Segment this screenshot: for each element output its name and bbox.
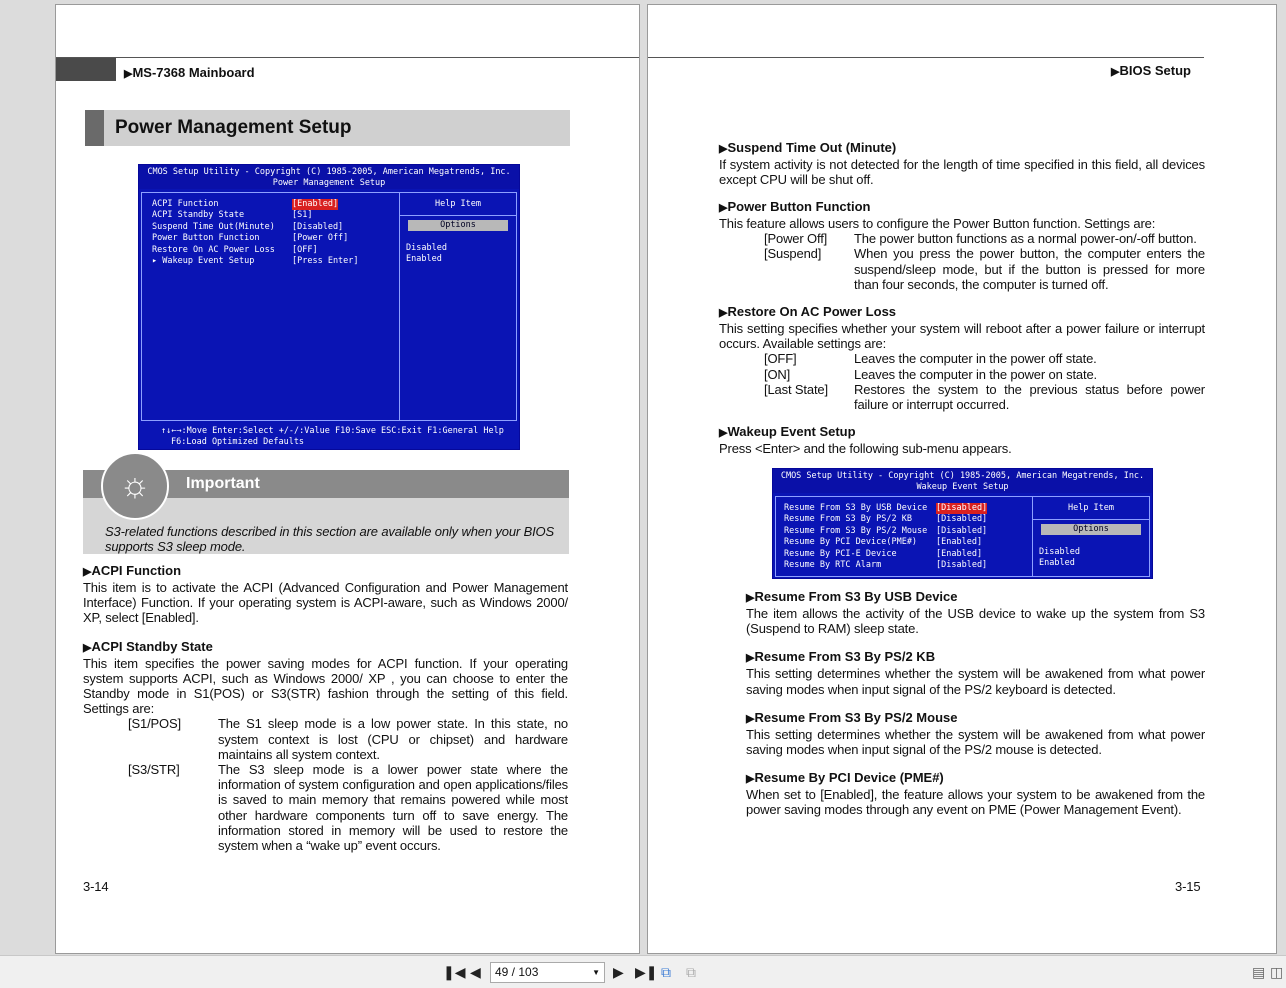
bios-opt: Enabled [1039, 558, 1075, 568]
page-field-value: 49 / 103 [495, 965, 539, 979]
bios-value: [Press Enter] [292, 256, 359, 267]
option-desc: The power button functions as a normal power-on/-off button. [854, 231, 1197, 247]
heading-restore: ▶ Restore On AC Power Loss [719, 304, 1205, 321]
heading-wakeup: ▶ Wakeup Event Setup [719, 424, 1205, 441]
bios-label: Resume By PCI-E Device [784, 548, 897, 559]
heading-power-button: ▶ Power Button Function [719, 199, 1205, 216]
page-number: 3-14 [83, 879, 109, 894]
page-number: 3-15 [1175, 879, 1201, 894]
bios-opt: Disabled [406, 243, 447, 253]
paragraph: When set to [Enabled], the feature allows your system to be awakened from the power saving modes through any event on PME (Power Management Event). [746, 787, 1205, 818]
heading-kb: ▶ Resume From S3 By PS/2 KB [746, 649, 1205, 666]
important-box [83, 466, 569, 555]
paragraph: Press <Enter> and the following sub-menu appears. [719, 441, 1012, 456]
bios-footer: F6:Load Optimized Defaults [171, 437, 305, 447]
last-page-icon[interactable]: ▶❚ [635, 964, 658, 980]
header-rule [56, 57, 639, 58]
left-page [55, 4, 640, 954]
viewer-toolbar [0, 955, 1286, 988]
bios-options: Options [1041, 524, 1141, 535]
bios-value: [Disabled] [936, 503, 988, 513]
option-desc: The S3 sleep mode is a lower power state where the information of system configuration and open applications/files is saved to main memory that remains powered while most other hardware components turn off to save energy. The information stored in memory will be used to restore the system when a “wake up” event occurs. [218, 762, 568, 854]
page-select[interactable] [490, 962, 605, 983]
heading-suspend: ▶ Suspend Time Out (Minute) [719, 140, 1205, 157]
option-key: [S1/POS] [128, 716, 181, 732]
heading-mouse: ▶ Resume From S3 By PS/2 Mouse [746, 710, 1205, 727]
option-key: [Suspend] [764, 246, 822, 262]
important-text: S3-related functions described in this section are available only when your BIOS supports S3 sleep mode. [105, 524, 555, 555]
paragraph: This feature allows users to configure the Power Button function. Settings are: [719, 216, 1156, 231]
bios-options: Options [408, 220, 508, 231]
paragraph: This setting determines whether the system will be awakened from what power saving modes when input signal of the PS/2 mouse is detected. [746, 726, 1205, 758]
option-desc: Leaves the computer in the power off state. [854, 351, 1097, 367]
paragraph: This item is to activate the ACPI (Advanced Configuration and Power Management Interface) Function. If your operating system is ACPI-aware, such as Windows 2000/ XP, select [Enabled]. [83, 580, 568, 626]
bios-value: [Disabled] [936, 514, 988, 525]
bios-screen-power [138, 164, 520, 450]
heading-acpi-function: ▶ ACPI Function [83, 563, 568, 580]
paragraph: This item specifies the power saving modes for ACPI function. If your operating system supports ACPI, such as Windows 2000/ XP , you can choose to enter the Standby mode in S1(POS) or S3(STR) fashion through the setting of this field. Settings are: [83, 655, 568, 717]
bios-value: [Disabled] [292, 221, 344, 232]
bios-label: Restore On AC Power Loss [152, 244, 275, 255]
bios-footer: ↑↓←→:Move Enter:Select +/-/:Value F10:Save ESC:Exit F1:General Help [161, 426, 504, 436]
bios-label: Power Button Function [152, 233, 260, 244]
bios-label: Suspend Time Out(Minute) [152, 221, 275, 232]
option-key: [Power Off] [764, 231, 828, 247]
right-page [647, 4, 1277, 954]
bios-label: ACPI Function [152, 199, 219, 209]
dropdown-arrow-icon: ▼ [592, 968, 600, 977]
bios-help-title: Help Item [1033, 497, 1149, 520]
paste-page-icon[interactable]: ⧉ [686, 964, 696, 980]
heading-pci: ▶ Resume By PCI Device (PME#) [746, 770, 1205, 787]
header-title: ▶ MS-7368 Mainboard [124, 65, 255, 82]
section-title-box [85, 110, 570, 146]
bios-label: Resume From S3 By PS/2 Mouse [784, 525, 928, 536]
bios-label: Resume By PCI Device(PME#) [784, 537, 918, 548]
option-key: [S3/STR] [128, 762, 180, 778]
option-desc: When you press the power button, the computer enters the suspend/sleep mode, but if the button is pressed for more than four seconds, the computer is turned off. [854, 246, 1205, 292]
header-tab [56, 58, 116, 81]
header-rule [648, 57, 1204, 58]
option-desc: The S1 sleep mode is a low power state. In this state, no system context is lost (CPU or chipset) and hardware maintains all system context. [218, 716, 568, 762]
paragraph: This setting specifies whether your system will reboot after a power failure or interrupt occurs. Available settings are: [719, 321, 1205, 352]
bios-value: [OFF] [292, 244, 318, 255]
option-desc: Restores the system to the previous status before power failure or interrupt occurred. [854, 381, 1205, 413]
bios-subtitle: Power Management Setup [272, 178, 386, 188]
option-key: [OFF] [764, 351, 797, 367]
bios-label: ▸ Wakeup Event Setup [152, 256, 255, 267]
bios-value: [Disabled] [936, 560, 988, 571]
option-desc: Leaves the computer in the power on state. [854, 366, 1098, 382]
bios-value: [Disabled] [936, 525, 988, 536]
bios-value: [S1] [292, 210, 313, 221]
first-page-icon[interactable]: ❚◀ [443, 964, 466, 980]
bios-label: ACPI Standby State [152, 210, 245, 221]
section-title: Power Management Setup [115, 117, 352, 138]
bios-value: [Enabled] [292, 199, 339, 209]
prev-page-icon[interactable]: ◀ [470, 964, 481, 980]
bios-value: [Enabled] [936, 537, 983, 548]
single-page-view-icon[interactable]: ▤ [1252, 964, 1266, 980]
bios-subtitle: Wakeup Event Setup [916, 482, 1009, 492]
bios-opt: Enabled [406, 254, 442, 264]
bios-label: Resume From S3 By PS/2 KB [784, 514, 912, 525]
copy-page-icon[interactable]: ⧉ [661, 964, 671, 980]
option-key: [ON] [764, 366, 791, 382]
bios-help-title: Help Item [400, 193, 516, 216]
header-title: ▶ BIOS Setup [1111, 63, 1191, 80]
bios-value: [Enabled] [936, 548, 983, 559]
bios-opt: Disabled [1039, 547, 1080, 557]
bios-screen-wakeup [772, 468, 1153, 579]
paragraph: This setting determines whether the system will be awakened from what power saving modes when input signal of the PS/2 keyboard is detected. [746, 666, 1205, 697]
next-page-icon[interactable]: ▶ [613, 964, 624, 980]
important-label: Important [186, 475, 260, 492]
bios-title: CMOS Setup Utility - Copyright (C) 1985-2005, American Megatrends, Inc. [147, 167, 511, 177]
heading-acpi-standby: ▶ ACPI Standby State [83, 639, 568, 656]
lightbulb-icon: ☼ [101, 452, 169, 520]
paragraph: The item allows the activity of the USB device to wake up the system from S3 (Suspend to RAM) sleep state. [746, 606, 1205, 637]
heading-usb: ▶ Resume From S3 By USB Device [746, 589, 1205, 606]
bios-value: [Power Off] [292, 233, 349, 244]
bios-label: Resume By RTC Alarm [784, 560, 882, 571]
option-key: [Last State] [764, 381, 828, 397]
bios-label: Resume From S3 By USB Device [784, 503, 928, 513]
bios-title: CMOS Setup Utility - Copyright (C) 1985-2005, American Megatrends, Inc. [780, 471, 1145, 481]
paragraph: If system activity is not detected for the length of time specified in this field, all devices except CPU will be shut off. [719, 157, 1205, 188]
two-page-view-icon[interactable]: ◫ [1270, 964, 1284, 980]
